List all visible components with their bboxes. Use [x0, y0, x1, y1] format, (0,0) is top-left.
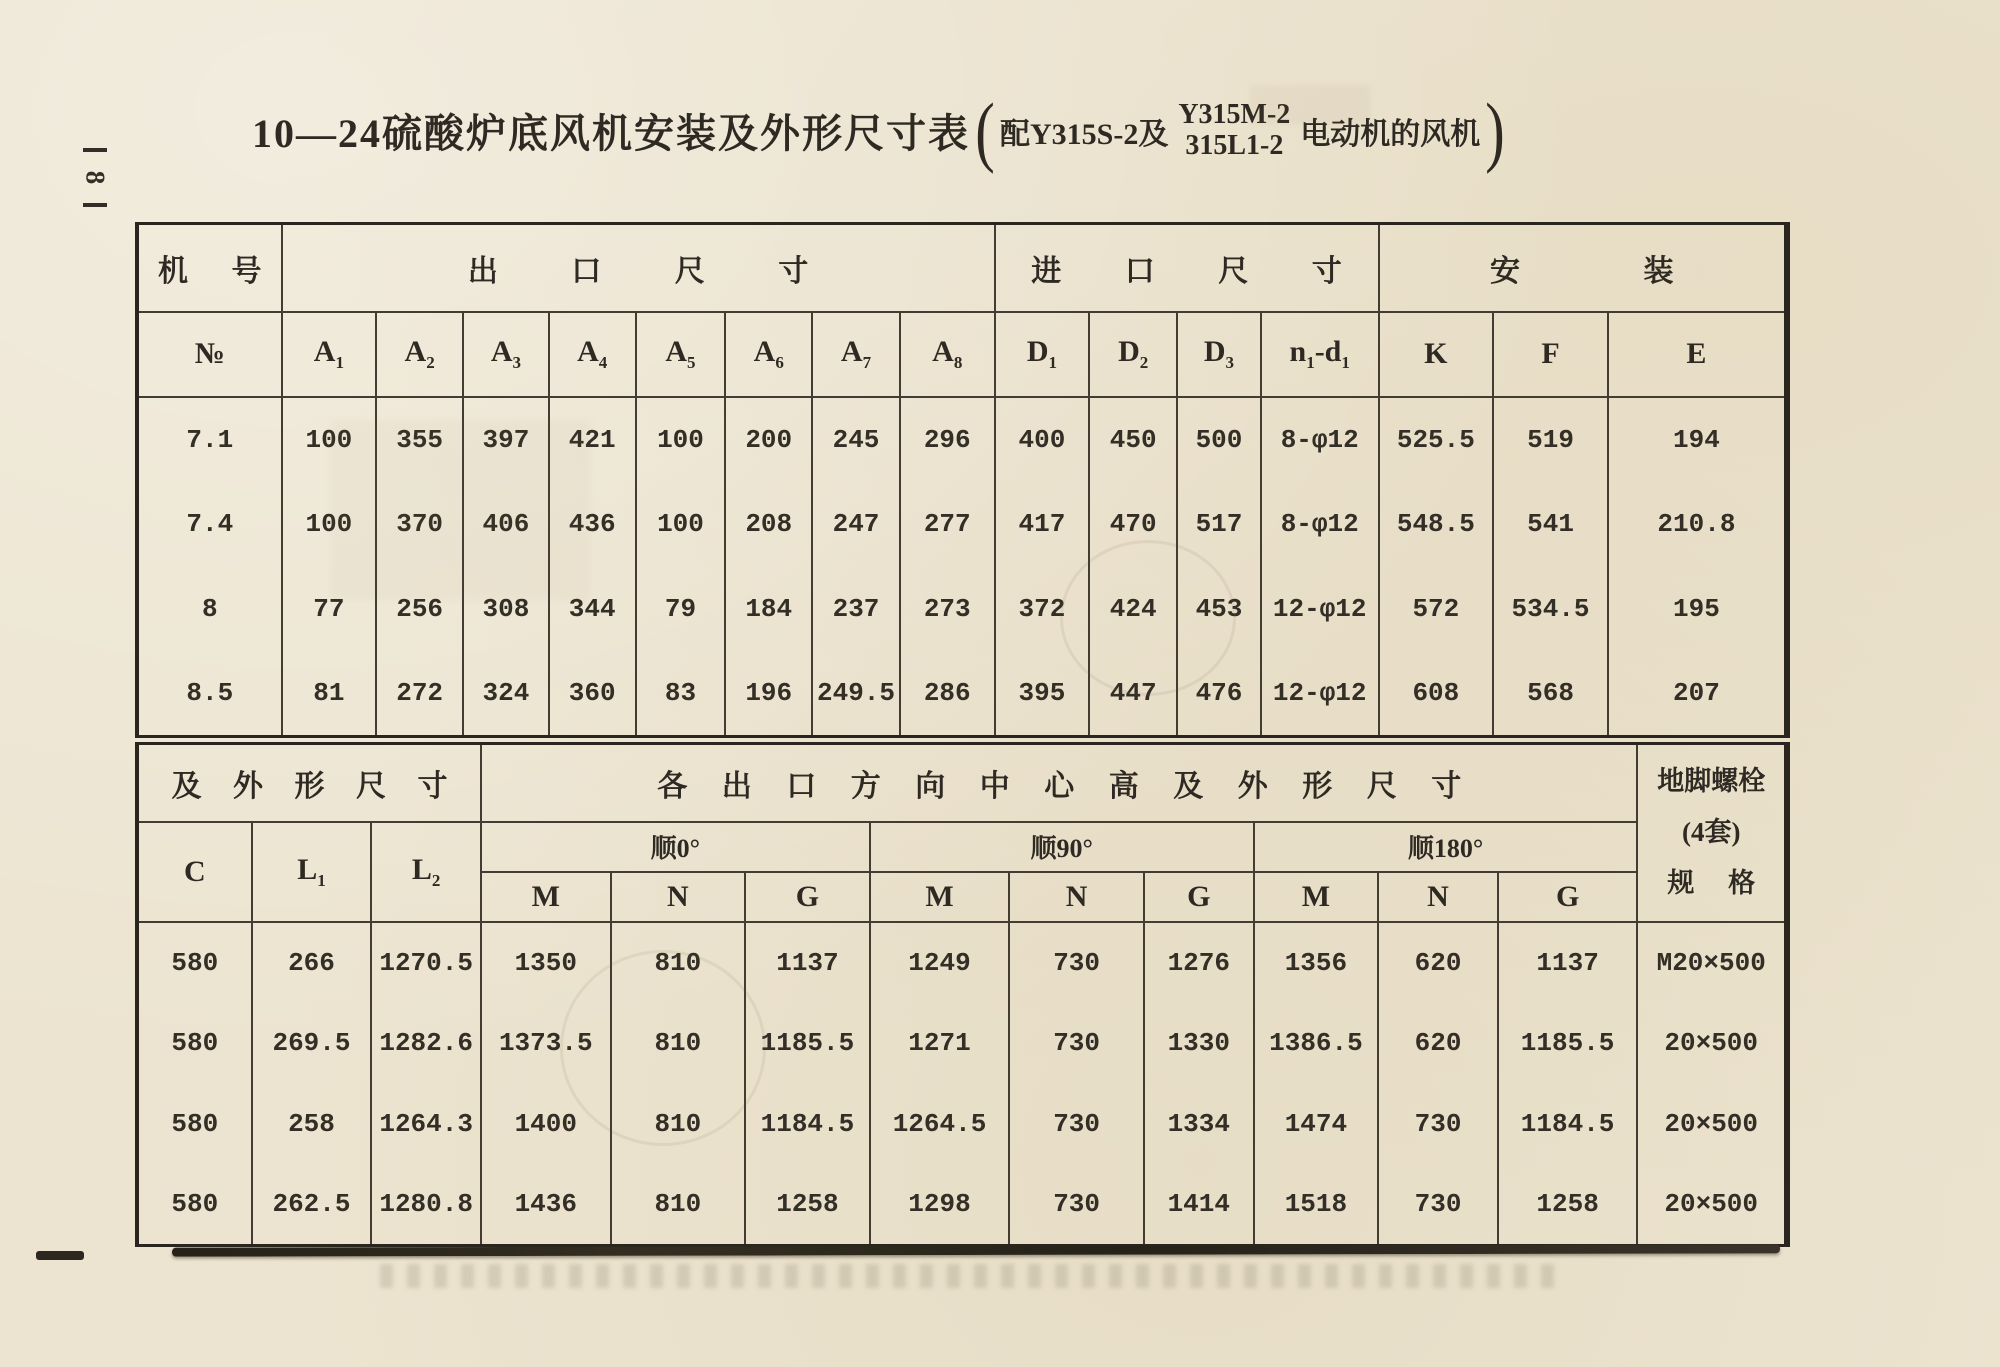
table-cell: 1264.3 [371, 1084, 481, 1165]
col-header-a4: $A_4$ [549, 312, 636, 397]
table-cell: 453 [1177, 567, 1261, 652]
table-row [137, 1165, 1787, 1246]
table-cell: 1258 [745, 1165, 870, 1246]
table-cell: 196 [725, 652, 812, 737]
table-cell: 207 [1608, 652, 1787, 737]
col-header-d3: $D_3$ [1177, 312, 1261, 397]
table-cell: 417 [995, 482, 1090, 567]
table-cell: 269.5 [252, 1003, 372, 1084]
anchor-bolt-line3: 规 格 [1667, 868, 1756, 899]
table-cell: 421 [549, 397, 636, 482]
table-cell: 100 [282, 482, 377, 567]
col-header-n0: N [611, 872, 746, 922]
col-header-g90: G [1144, 872, 1254, 922]
table-cell: 360 [549, 652, 636, 737]
table-cell: 79 [636, 567, 726, 652]
table-cell: 406 [463, 482, 549, 567]
bleedthrough-text-smudge [380, 1264, 1560, 1288]
header-direction-180: 顺180° [1254, 822, 1638, 872]
col-header-m90: M [870, 872, 1010, 922]
table-cell: 1474 [1254, 1084, 1379, 1165]
table-cell: 810 [611, 1165, 746, 1246]
table-cell: 1518 [1254, 1165, 1379, 1246]
table-cell: 1356 [1254, 922, 1379, 1003]
motor-suffix: 电动机的风机 [1300, 117, 1481, 151]
table-cell: 370 [376, 482, 463, 567]
col-header-k: K [1379, 312, 1494, 397]
table-cell: 308 [463, 567, 549, 652]
table-cell: 730 [1378, 1165, 1498, 1246]
table-cell: 208 [725, 482, 812, 567]
table-cell: 262.5 [252, 1165, 372, 1246]
col-header-m0: M [481, 872, 611, 922]
table-cell: 580 [171, 1189, 219, 1220]
header-machine-no: 机 号 [137, 224, 282, 312]
title-main: 10—24硫酸炉底风机安装及外形尺寸表 [252, 111, 970, 157]
table-cell: 83 [636, 652, 726, 737]
table-cell: 620 [1378, 922, 1498, 1003]
col-header-l1: $L_1$ [252, 822, 372, 922]
table-cell: 730 [1009, 922, 1144, 1003]
table-cell: 1280.8 [371, 1165, 481, 1246]
table-cell: 258 [252, 1084, 372, 1165]
col-header-a3: $A_3$ [463, 312, 549, 397]
table-cell: 424 [1089, 567, 1177, 652]
scan-smudge-dash [36, 1251, 84, 1260]
col-header-n90: N [1009, 872, 1144, 922]
table-cell: 81 [282, 652, 377, 737]
table-cell: 1330 [1144, 1003, 1254, 1084]
page-number: 8 [80, 170, 111, 185]
table-cell: 620 [1378, 1003, 1498, 1084]
header-direction-90: 顺90° [870, 822, 1254, 872]
table-cell: 1436 [481, 1165, 611, 1246]
motor-model-bottom: 315L1-2 [1185, 129, 1284, 161]
col-header-a2: $A_2$ [376, 312, 463, 397]
table-cell: 1185.5 [745, 1003, 870, 1084]
table-cell: 77 [282, 567, 377, 652]
table-cell: 397 [463, 397, 549, 482]
table-cell: 810 [611, 922, 746, 1003]
table-cell: 7.4 [186, 509, 234, 539]
col-header-g180: G [1498, 872, 1638, 922]
table-cell: 355 [376, 397, 463, 482]
table-cell: 372 [995, 567, 1090, 652]
paren-close: ) [1485, 86, 1506, 174]
table-cell: 572 [1379, 567, 1494, 652]
table-cell: 12-φ12 [1261, 652, 1379, 737]
table-cell: 194 [1608, 397, 1787, 482]
table-cell: 730 [1378, 1084, 1498, 1165]
table-cell: 210.8 [1608, 482, 1787, 567]
table-cell: 344 [549, 567, 636, 652]
col-header-a6: $A_6$ [725, 312, 812, 397]
table-cell: 12-φ12 [1261, 567, 1379, 652]
table-cell: 730 [1009, 1003, 1144, 1084]
table-cell: 8.5 [186, 678, 234, 709]
table-cell: 810 [611, 1003, 746, 1084]
table-row [137, 922, 1787, 1003]
col-header-n1-d1: $n_1-d_1$ [1261, 312, 1379, 397]
col-header-m180: M [1254, 872, 1379, 922]
table-cell: 8-φ12 [1261, 482, 1379, 567]
anchor-bolt-line1: 地脚螺栓 [1657, 765, 1766, 796]
header-and-outline-dimensions: 及 外 形 尺 寸 [137, 744, 481, 822]
bleedthrough-artifact [330, 420, 590, 600]
table-cell: 447 [1089, 652, 1177, 737]
bleedthrough-artifact [1060, 540, 1236, 696]
table-cell: 580 [171, 1109, 219, 1139]
header-inlet-dimensions: 进 口 尺 寸 [995, 224, 1379, 312]
table-row [137, 1003, 1787, 1084]
col-header-no: № [137, 312, 282, 397]
table-cell: 184 [725, 567, 812, 652]
table-cell: 1184.5 [1498, 1084, 1638, 1165]
table-cell: 100 [636, 397, 726, 482]
table-cell: 534.5 [1493, 567, 1608, 652]
table-cell: 1386.5 [1254, 1003, 1379, 1084]
header-center-heights: 各 出 口 方 向 中 心 高 及 外 形 尺 寸 [481, 744, 1637, 822]
table-cell: 1282.6 [371, 1003, 481, 1084]
header-outlet-dimensions: 出 口 尺 寸 [282, 224, 995, 312]
table-cell: 20×500 [1637, 1165, 1787, 1246]
table-cell: 296 [900, 397, 995, 482]
col-header-e: E [1608, 312, 1787, 397]
table-cell: 237 [812, 567, 900, 652]
table-cell: 20×500 [1637, 1084, 1787, 1165]
table-cell: 568 [1493, 652, 1608, 737]
table-cell: 1249 [870, 922, 1010, 1003]
table-row [137, 652, 1787, 737]
table-cell: 548.5 [1379, 482, 1494, 567]
col-header-f: F [1493, 312, 1608, 397]
table-cell: 1276 [1144, 922, 1254, 1003]
table-cell: 195 [1608, 567, 1787, 652]
table-cell: 100 [282, 397, 377, 482]
table-cell: 519 [1493, 397, 1608, 482]
table-cell: 580 [171, 947, 219, 978]
table-cell: 1184.5 [745, 1084, 870, 1165]
table-cell: 277 [900, 482, 995, 567]
table-cell: 249.5 [812, 652, 900, 737]
table-cell: 1258 [1498, 1165, 1638, 1246]
table-cell: 100 [636, 482, 726, 567]
col-header-a8: $A_8$ [900, 312, 995, 397]
table-cell: 1271 [870, 1003, 1010, 1084]
table-cell: 395 [995, 652, 1090, 737]
header-anchor-bolt [1637, 744, 1787, 922]
table-cell: 730 [1009, 1165, 1144, 1246]
header-direction-0: 顺0° [481, 822, 870, 872]
table-cell: 517 [1177, 482, 1261, 567]
col-header-a7: $A_7$ [812, 312, 900, 397]
marker-dash [83, 203, 107, 207]
table-cell: 200 [725, 397, 812, 482]
table-cell: 273 [900, 567, 995, 652]
table-cell: 324 [463, 652, 549, 737]
page-number-marker [78, 148, 112, 207]
marker-dash [83, 148, 107, 152]
col-header-d2: $D_2$ [1089, 312, 1177, 397]
table-cell: 1414 [1144, 1165, 1254, 1246]
table-cell: 1334 [1144, 1084, 1254, 1165]
col-header-d1: $D_1$ [995, 312, 1090, 397]
table-cell: 1400 [481, 1084, 611, 1165]
table-cell: 810 [611, 1084, 746, 1165]
table-cell: M20×500 [1637, 922, 1787, 1003]
table-cell: 1373.5 [481, 1003, 611, 1084]
table-cell: 8-φ12 [1261, 397, 1379, 482]
table-cell: 1350 [481, 922, 611, 1003]
col-header-g0: G [745, 872, 870, 922]
table-cell: 266 [252, 922, 372, 1003]
table-cell: 20×500 [1637, 1003, 1787, 1084]
table-cell: 1270.5 [371, 922, 481, 1003]
col-header-c: C [137, 822, 252, 922]
table-cell: 470 [1089, 482, 1177, 567]
table-cell: 247 [812, 482, 900, 567]
table-cell: 500 [1177, 397, 1261, 482]
table-cell: 272 [376, 652, 463, 737]
table-cell: 525.5 [1379, 397, 1494, 482]
table-cell: 730 [1009, 1084, 1144, 1165]
table-row [137, 1084, 1787, 1165]
table-cell: 1137 [745, 922, 870, 1003]
table-cell: 256 [376, 567, 463, 652]
table-cell: 1137 [1498, 922, 1638, 1003]
dimensions-table-lower [135, 742, 1790, 1247]
anchor-bolt-line2: (4套) [1681, 817, 1741, 848]
table-cell: 580 [171, 1028, 219, 1058]
col-header-a1: $A_1$ [282, 312, 377, 397]
col-header-a5: $A_5$ [636, 312, 726, 397]
paren-open: ( [975, 86, 995, 174]
table-cell: 8 [201, 594, 218, 624]
table-cell: 541 [1493, 482, 1608, 567]
table-cell: 400 [995, 397, 1090, 482]
table-cell: 476 [1177, 652, 1261, 737]
table-cell: 450 [1089, 397, 1177, 482]
table-cell: 608 [1379, 652, 1494, 737]
table-cell: 245 [812, 397, 900, 482]
bleedthrough-artifact [1250, 85, 1370, 125]
motor-model-top: Y315M-2 [1178, 99, 1291, 130]
table-cell: 1185.5 [1498, 1003, 1638, 1084]
bleedthrough-artifact [560, 950, 766, 1146]
table-cell: 7.1 [186, 424, 234, 455]
table-cell: 286 [900, 652, 995, 737]
table-cell: 1264.5 [870, 1084, 1010, 1165]
col-header-n180: N [1378, 872, 1498, 922]
table-cell: 436 [549, 482, 636, 567]
col-header-l2: $L_2$ [371, 822, 481, 922]
motor-prefix: 配Y315S-2及 [999, 117, 1169, 151]
header-installation: 安 装 [1379, 224, 1787, 312]
table-cell: 1298 [870, 1165, 1010, 1246]
